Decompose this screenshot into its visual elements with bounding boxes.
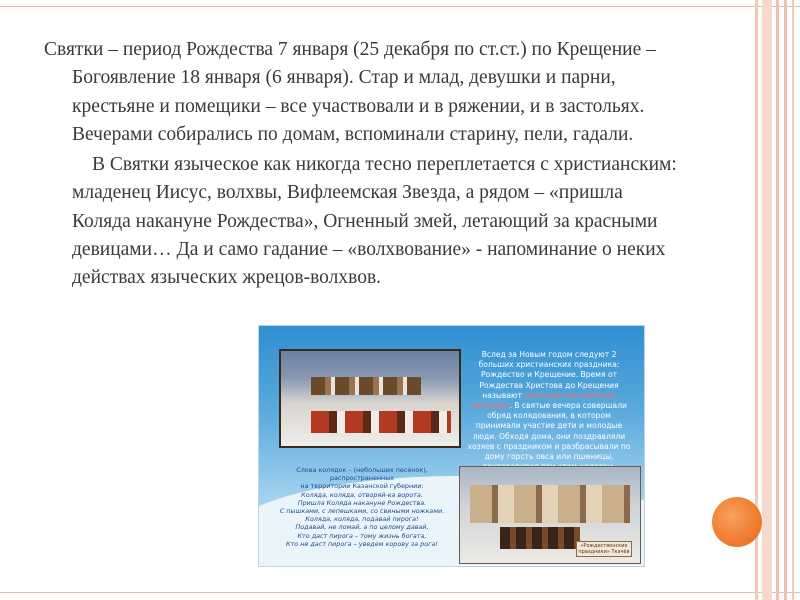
decorative-orange-circle (712, 497, 762, 547)
top-divider (0, 6, 800, 7)
inset-text-part-a: Вслед за Новым годом следуют 2 больших христианских праздника: Рождество и Крещение. Время от Рождества Христова до Крещения называют (478, 350, 620, 400)
inset-description-text (464, 350, 634, 472)
decorative-stripe (792, 0, 794, 600)
painting-houses (311, 377, 421, 395)
painting-caption: «Рождественские праздники» Ткачёв (576, 541, 632, 557)
paragraph-1: Святки – период Рождества 7 января (25 декабря по ст.ст.) по Крещение – Богоявление 18 января (6 января). Стар и млад, девушки и парни, крестьяне и помещики – все участвовали и в ряжении, и в застольях. Вечерами собирались по домам, вспоминали старину, пели, гадали. (44, 39, 656, 145)
carol-song-line: С пышками, с лепешками, со свиными ножками. (279, 507, 445, 516)
carol-title-line: распространенных (329, 474, 395, 483)
carol-song-line: Кто не даст пирога – уведем корову за рога! (286, 539, 438, 548)
painting-winter-street (459, 466, 641, 564)
carol-title-line: Слова колядок – (небольших песенок), (296, 466, 428, 474)
decorative-stripe (784, 0, 787, 600)
carol-song-line: Кто даст пирога – тому жизнь богата, (297, 531, 427, 540)
painting-troika (500, 527, 580, 549)
inset-text-highlight: святками или святыми вечерами (470, 390, 616, 411)
painting-horses (311, 411, 451, 433)
inset-illustration (258, 325, 645, 567)
painting-troika-village (279, 349, 461, 448)
inset-text-part-b: . В святые вечера совершали обряд колядования, в котором принимали участие дети и молодые люди. Обходя дома, они поздравляли хозяев с праздником и разбрасывали по дому горсть овса или пшеницы, (467, 401, 631, 462)
carol-title-line: на территории Казанской губернии: (300, 482, 424, 491)
decorative-stripe (762, 0, 772, 600)
carol-song-line: Пришла Коляда накануне Рождества. (297, 498, 427, 507)
decorative-stripe (776, 0, 779, 600)
carol-song-line: Коляда, коляда, подавай пирога! (305, 515, 419, 524)
slide-body-text (44, 36, 684, 293)
bottom-divider (0, 592, 800, 593)
paragraph-2: В Святки языческое как никогда тесно переплетается с христианским: младенец Иисус, волхвы, Вифлеемская Звезда, а рядом – «пришла Коляда накануне Рождества», Огненный змей, летающий за красными девицами… Да и само гадание – «волхвование» - напоминание о неких действах языческих жрецов-волхвов. (72, 154, 677, 289)
inset-carol-text (267, 466, 457, 548)
painting-buildings (470, 485, 630, 523)
carol-song-line: Коляда, коляда, отворяй-ка ворота. (301, 490, 423, 499)
carol-song-line: Подавай, не ломай, а по целому давай, (295, 523, 429, 532)
